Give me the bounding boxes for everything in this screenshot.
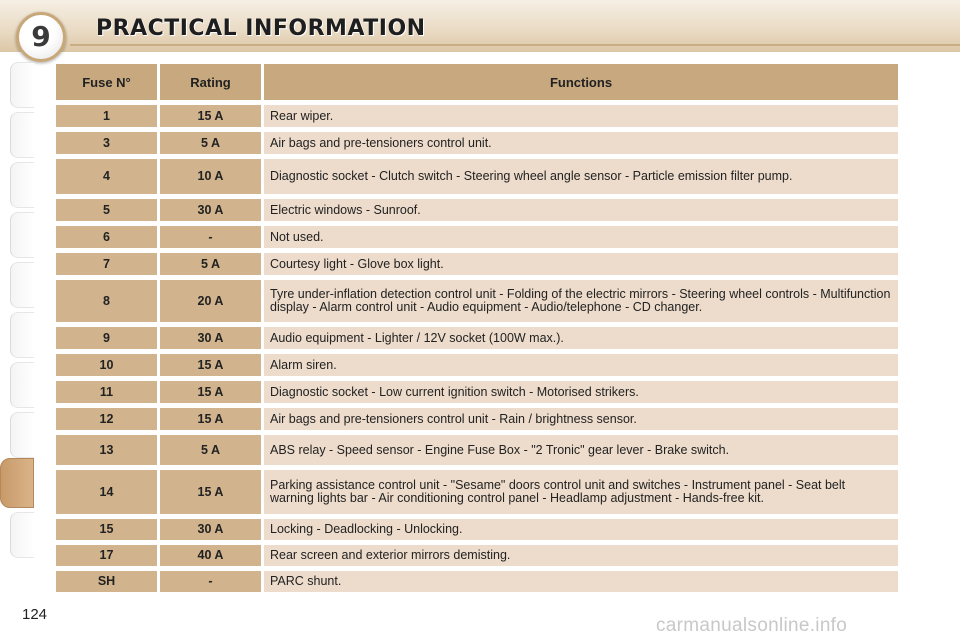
fuse-rating-cell: 30 A [160,519,261,540]
fuse-table-body [56,105,898,592]
fuse-rating-cell: 5 A [160,435,261,465]
table-row [56,408,898,430]
fuse-number-cell: 15 [56,519,157,540]
fuse-rating-cell: 15 A [160,470,261,514]
table-row [56,545,898,566]
fuse-rating-cell: 30 A [160,199,261,221]
fuse-table [53,59,901,597]
fuse-rating-cell: 5 A [160,132,261,154]
side-tabs [0,62,36,574]
fuse-functions-cell: Air bags and pre-tensioners control unit - Rain / brightness sensor. [264,408,898,430]
fuse-number-cell: 3 [56,132,157,154]
side-tab-8[interactable] [10,412,34,458]
fuse-functions-cell: Diagnostic socket - Clutch switch - Steering wheel angle sensor - Particle emission filter pump. [264,159,898,194]
fuse-number-cell: 7 [56,253,157,275]
fuse-functions-cell: Rear screen and exterior mirrors demisting. [264,545,898,566]
side-tab-4[interactable] [10,212,34,258]
fuse-number-cell: SH [56,571,157,592]
page-number: 124 [22,606,48,623]
table-row [56,159,898,194]
fuse-functions-cell: PARC shunt. [264,571,898,592]
fuse-number-cell: 5 [56,199,157,221]
fuse-number-cell: 4 [56,159,157,194]
table-row [56,435,898,465]
fuse-functions-cell: Locking - Deadlocking - Unlocking. [264,519,898,540]
fuse-rating-cell: 40 A [160,545,261,566]
table-row [56,381,898,403]
table-row [56,199,898,221]
table-row [56,105,898,127]
fuse-number-cell: 17 [56,545,157,566]
column-header-fuse: Fuse N° [56,64,157,100]
chapter-number: 9 [31,20,51,53]
chapter-badge [16,12,66,62]
fuse-rating-cell: 30 A [160,327,261,349]
fuse-functions-cell: Audio equipment - Lighter / 12V socket (100W max.). [264,327,898,349]
column-header-rating: Rating [160,64,261,100]
fuse-functions-cell: Electric windows - Sunroof. [264,199,898,221]
fuse-number-cell: 9 [56,327,157,349]
fuse-rating-cell: 5 A [160,253,261,275]
fuse-rating-cell: - [160,571,261,592]
side-tab-10[interactable] [10,512,34,558]
fuse-functions-cell: Rear wiper. [264,105,898,127]
fuse-functions-cell: Diagnostic socket - Low current ignition switch - Motorised strikers. [264,381,898,403]
fuse-number-cell: 1 [56,105,157,127]
table-row [56,327,898,349]
header-divider [70,44,960,46]
fuse-number-cell: 8 [56,280,157,322]
table-row [56,280,898,322]
side-tab-1[interactable] [10,62,34,108]
table-header-row [56,64,898,100]
side-tab-5[interactable] [10,262,34,308]
side-tab-2[interactable] [10,112,34,158]
fuse-number-cell: 12 [56,408,157,430]
table-row [56,519,898,540]
fuse-rating-cell: 15 A [160,408,261,430]
watermark: carmanualsonline.info [656,615,848,636]
table-row [56,253,898,275]
fuse-rating-cell: 15 A [160,354,261,376]
side-tab-7[interactable] [10,362,34,408]
side-tab-6[interactable] [10,312,34,358]
fuse-number-cell: 6 [56,226,157,248]
table-row [56,354,898,376]
fuse-functions-cell: Tyre under-inflation detection control unit - Folding of the electric mirrors - Steering wheel controls - Multifunction display - Alarm control unit - Audio equipment - Audio/telephone - CD changer. [264,280,898,322]
table-row [56,132,898,154]
fuse-rating-cell: 20 A [160,280,261,322]
fuse-number-cell: 10 [56,354,157,376]
fuse-functions-cell: ABS relay - Speed sensor - Engine Fuse Box - "2 Tronic" gear lever - Brake switch. [264,435,898,465]
fuse-number-cell: 13 [56,435,157,465]
fuse-rating-cell: - [160,226,261,248]
side-tab-3[interactable] [10,162,34,208]
fuse-functions-cell: Not used. [264,226,898,248]
fuse-number-cell: 14 [56,470,157,514]
page-title: PRACTICAL INFORMATION [96,16,426,41]
fuse-number-cell: 11 [56,381,157,403]
fuse-functions-cell: Courtesy light - Glove box light. [264,253,898,275]
table-row [56,226,898,248]
column-header-functions: Functions [264,64,898,100]
fuse-rating-cell: 10 A [160,159,261,194]
fuse-rating-cell: 15 A [160,381,261,403]
fuse-functions-cell: Alarm siren. [264,354,898,376]
table-row [56,470,898,514]
fuse-functions-cell: Parking assistance control unit - "Sesame" doors control unit and switches - Instrument panel - Seat belt warning lights bar - Air conditioning control panel - Headlamp adjustment - Hands-free kit. [264,470,898,514]
side-tab-9-active[interactable] [0,458,34,508]
table-row [56,571,898,592]
fuse-rating-cell: 15 A [160,105,261,127]
fuse-functions-cell: Air bags and pre-tensioners control unit. [264,132,898,154]
